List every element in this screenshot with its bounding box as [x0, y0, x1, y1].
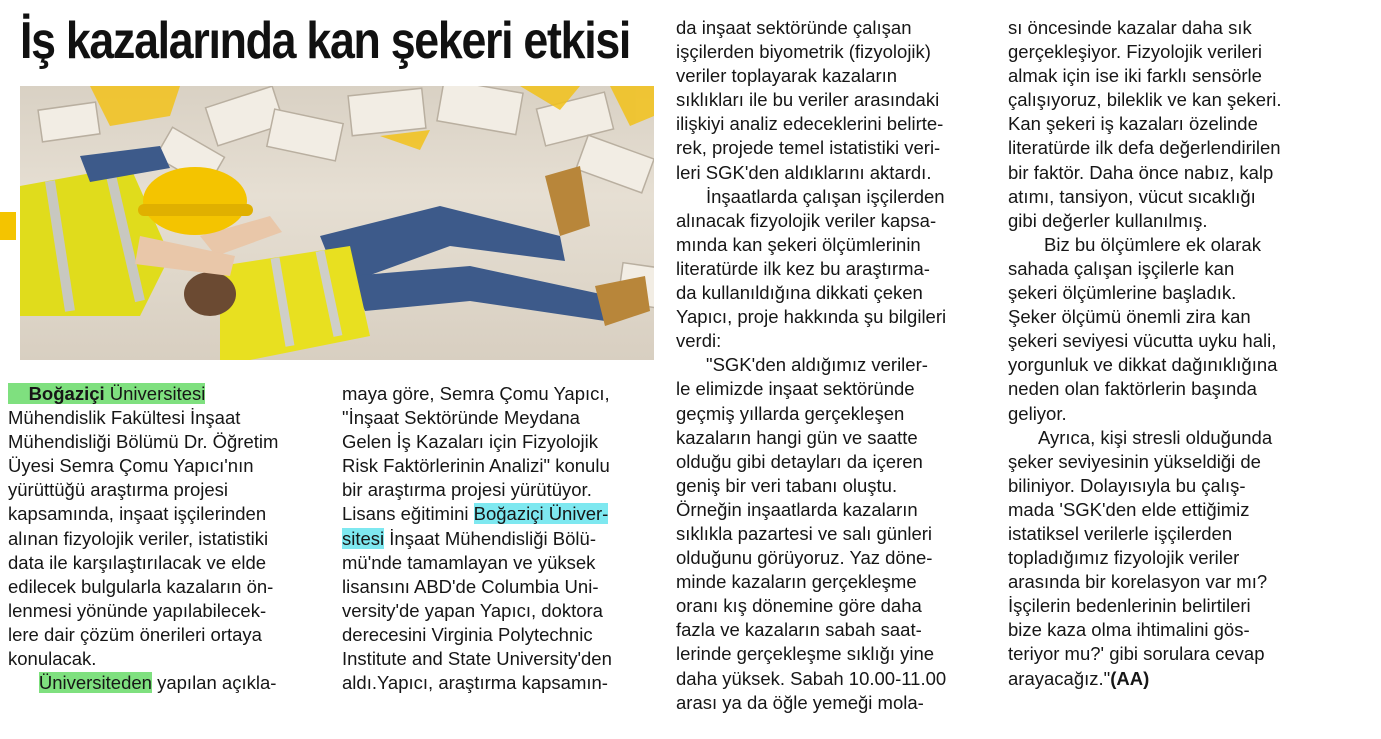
text-line: Lisans eğitimini Boğaziçi Üniver- [342, 503, 609, 525]
text-line: "SGK'den aldığımız veriler- [706, 354, 928, 376]
text-line: Üniversiteden yapılan açıkla- [38, 672, 277, 694]
text-line: olduğunu görüyoruz. Yaz döne- [676, 547, 933, 569]
text-line: şekeri ölçümlerine başladık. [1008, 282, 1237, 304]
text-line: sahada çalışan işçilerle kan [1008, 257, 1235, 279]
text-line: mında kan şekeri ölçümlerinin [676, 233, 921, 255]
text-line [8, 382, 326, 406]
text-line: bir faktör. Daha önce nabız, kalp [1008, 161, 1274, 183]
text-line: atımı, tansiyon, vücut sıcaklığı [1008, 185, 1256, 207]
text-line: lerinde gerçekleşme sıklığı yine [676, 643, 935, 665]
text-line: literatürde ilk kez bu araştırma- [676, 257, 930, 279]
headline: İş kazalarında kan şekeri etkisi [20, 12, 631, 70]
text-column-4 [1008, 16, 1338, 691]
text-line: edilecek bulgularla kazaların ön- [8, 575, 274, 597]
text-line: le elimizde inşaat sektöründe [676, 378, 915, 400]
text-line: Üyesi Semra Çomu Yapıcı'nın [8, 455, 254, 477]
text-line: derecesini Virginia Polytechnic [342, 623, 593, 645]
text-line: data ile karşılaştırılacak ve elde [8, 551, 267, 573]
text-line: geçmiş yıllarda gerçekleşen [676, 402, 905, 424]
text-line: yürüttüğü araştırma projesi [8, 479, 229, 501]
text-line: "İnşaat Sektöründe Meydana [342, 407, 580, 429]
text-line: istatiksel verilerle işçilerden [1008, 522, 1233, 544]
text-line: topladığımız fizyolojik veriler [1008, 547, 1240, 569]
text-line: şekeri seviyesi vücutta uyku hali, [1008, 330, 1277, 352]
page-edge-marker [0, 212, 16, 240]
text-line: bir araştırma projesi yürütüyor. [342, 479, 592, 501]
text-line: şeker seviyesinin yükseldiği de [1008, 450, 1261, 472]
university-name-highlight: Boğaziçi Üniversitesi [8, 383, 205, 404]
text-line: sitesi İnşaat Mühendisliği Bölü- [342, 527, 596, 549]
text-line: Ayrıca, kişi stresli olduğunda [1038, 426, 1273, 448]
text-line: daha yüksek. Sabah 10.00-11.00 [676, 667, 947, 689]
text-line: Örneğin inşaatlarda kazaların [676, 498, 918, 520]
text-line: yorgunluk ve dikkat dağınıklığına [1008, 354, 1278, 376]
text-column-2 [342, 382, 662, 695]
text-line: gerçekleşiyor. Fizyolojik verileri [1008, 41, 1262, 63]
text-line: Risk Faktörlerinin Analizi" konulu [342, 455, 610, 477]
text-line: maya göre, Semra Çomu Yapıcı, [342, 383, 610, 404]
text-line: Kan şekeri iş kazaları özelinde [1008, 113, 1258, 135]
text-line: Mühendisliği Bölümü Dr. Öğretim [8, 431, 279, 453]
text-line: Şeker ölçümü önemli zira kan [1008, 306, 1251, 328]
text-line: lere dair çözüm önerileri ortaya [8, 623, 262, 645]
text-line: Gelen İş Kazaları için Fizyolojik [342, 431, 599, 453]
text-line: sıklıkla pazartesi ve salı günleri [676, 522, 933, 544]
text-line: çalışıyoruz, bileklik ve kan şekeri. [1008, 89, 1282, 111]
text-line: Yapıcı, proje hakkında şu bilgileri [676, 306, 947, 328]
text-line: İşçilerin bedenlerinin belirtileri [1008, 595, 1251, 617]
text-line: almak için ise iki farklı sensörle [1008, 65, 1262, 87]
text-line: biliniyor. Dolayısıyla bu çalış- [1008, 474, 1246, 496]
text-line: bize kaza olma ihtimalini gös- [1008, 619, 1250, 641]
text-line: gibi değerler kullanılmış. [1008, 209, 1208, 231]
text-line: rek, projede temel istatistiki veri- [676, 137, 941, 159]
text-line: minde kazaların gerçekleşme [676, 571, 917, 593]
text-line: aldı.Yapıcı, araştırma kapsamın- [342, 672, 608, 694]
text-line: konulacak. [8, 648, 97, 670]
accident-photo [20, 86, 654, 360]
text-line: neden olan faktörlerin başında [1008, 378, 1257, 400]
text-line: Mühendislik Fakültesi İnşaat [8, 407, 241, 429]
text-line: literatürde ilk defa değerlendirilen [1008, 137, 1281, 159]
text-line: lenmesi yönünde yapılabilecek- [8, 599, 267, 621]
text-line: sıklıkları ile bu veriler arasındaki [676, 89, 940, 111]
text-line: geliyor. [1008, 402, 1067, 424]
text-column-1 [8, 382, 326, 695]
text-line: sı öncesinde kazalar daha sık [1008, 17, 1252, 38]
text-line: arası ya da öğle yemeği mola- [676, 691, 924, 713]
text-line: arasında bir korelasyon var mı? [1008, 571, 1268, 593]
text-line: alınan fizyolojik veriler, istatistiki [8, 527, 269, 549]
text-line: işçilerden biyometrik (fizyolojik) [676, 41, 931, 63]
text-line: teriyor mu?' gibi sorulara cevap [1008, 643, 1265, 665]
text-line: oranı kış dönemine göre daha [676, 595, 922, 617]
text-line: veriler toplayarak kazaların [676, 65, 898, 87]
text-line: kazaların hangi gün ve saatte [676, 426, 918, 448]
text-line: geniş bir veri tabanı oluştu. [676, 474, 898, 496]
text-line: Institute and State University'den [342, 648, 612, 670]
text-line: versity'de yapan Yapıcı, doktora [342, 599, 603, 621]
text-line: alınacak fizyolojik veriler kapsa- [676, 209, 937, 231]
text-line: arayacağız."(AA) [1008, 667, 1150, 689]
text-line: da kullanıldığına dikkati çeken [676, 282, 923, 304]
text-line: olduğu gibi detayları da içeren [676, 450, 923, 472]
text-line: mü'nde tamamlayan ve yüksek [342, 551, 596, 573]
text-line: mada 'SGK'den elde ettiğimiz [1008, 498, 1250, 520]
accident-illustration [20, 86, 654, 360]
text-line: ilişkiyi analiz edeceklerini belirte- [676, 113, 944, 135]
text-line: leri SGK'den aldıklarını aktardı. [676, 161, 932, 183]
text-line: da inşaat sektöründe çalışan [676, 17, 912, 38]
text-line: lisansını ABD'de Columbia Uni- [342, 575, 599, 597]
text-line: Biz bu ölçümlere ek olarak [1044, 233, 1261, 255]
text-line: fazla ve kazaların sabah saat- [676, 619, 922, 641]
text-line: verdi: [676, 330, 722, 352]
text-column-3 [676, 16, 992, 715]
text-line: İnşaatlarda çalışan işçilerden [706, 185, 945, 207]
text-line: kapsamında, inşaat işçilerinden [8, 503, 267, 525]
